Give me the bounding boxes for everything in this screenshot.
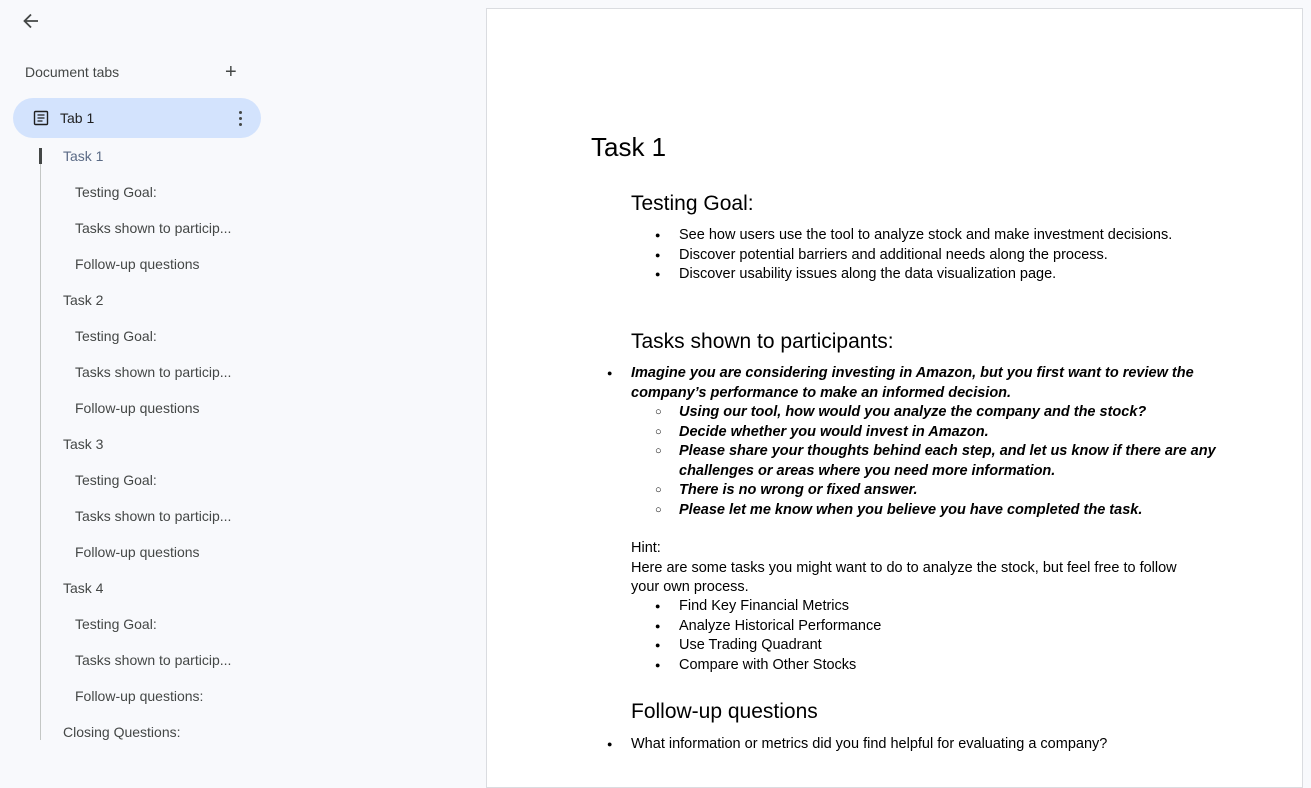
- tasks-sublist: [679, 403, 1219, 520]
- list-item: ● Discover potential barriers and additional needs along the process.: [679, 246, 1172, 266]
- list-item: ● Find Key Financial Metrics: [679, 597, 881, 617]
- plus-icon: +: [225, 61, 237, 83]
- outline-line: [40, 148, 41, 740]
- doc-title: Task 1: [591, 132, 667, 162]
- list-item: ● Discover usability issues along the data visualization page.: [679, 265, 1172, 285]
- tasks-list: [631, 364, 1221, 403]
- back-button[interactable]: [19, 9, 43, 33]
- add-tab-button[interactable]: [225, 62, 237, 82]
- goal-heading: Testing Goal:: [631, 192, 754, 215]
- document-tabs-heading: Document tabs: [25, 64, 120, 80]
- followup-list: [631, 735, 1107, 755]
- tab-1[interactable]: [13, 98, 261, 138]
- outline-item[interactable]: Task 3: [63, 436, 104, 452]
- list-item: ● Analyze Historical Performance: [679, 617, 881, 637]
- list-item: ● Use Trading Quadrant: [679, 636, 881, 656]
- list-item: ● What information or metrics did you find helpful for evaluating a company?: [631, 735, 1107, 755]
- list-item: ● See how users use the tool to analyze stock and make investment decisions.: [679, 226, 1172, 246]
- outline-item[interactable]: Follow-up questions: [75, 400, 200, 416]
- hint-label: Hint:: [631, 540, 661, 556]
- outline-item[interactable]: Task 1: [63, 148, 104, 164]
- document-page: [486, 8, 1303, 788]
- outline-item[interactable]: Testing Goal:: [75, 616, 157, 632]
- list-item: ○ Using our tool, how would you analyze the company and the stock?: [679, 403, 1219, 423]
- list-item: ○ Please share your thoughts behind each step, and let us know if there are any challenges or areas where you need more information.: [679, 442, 1219, 481]
- outline-item[interactable]: Follow-up questions: [75, 256, 200, 272]
- outline-item[interactable]: Testing Goal:: [75, 472, 157, 488]
- document-icon: [33, 110, 49, 126]
- outline-item[interactable]: Tasks shown to particip...: [75, 220, 232, 236]
- arrow-left-icon: [21, 11, 41, 31]
- followup-heading: Follow-up questions: [631, 700, 818, 723]
- outline-item[interactable]: Testing Goal:: [75, 328, 157, 344]
- list-item: ● Imagine you are considering investing in Amazon, but you first want to review the company’s performance to make an informed decision.: [631, 364, 1221, 403]
- tab-label: Tab 1: [60, 110, 95, 126]
- list-item: ○ Please let me know when you believe you have completed the task.: [679, 501, 1219, 521]
- outline-item[interactable]: Tasks shown to particip...: [75, 364, 232, 380]
- outline-item[interactable]: Tasks shown to particip...: [75, 652, 232, 668]
- hint-text: Here are some tasks you might want to do to analyze the stock, but feel free to follow your own process.: [631, 559, 1177, 595]
- outline-active-indicator: [39, 148, 42, 164]
- outline-item[interactable]: Follow-up questions: [75, 544, 200, 560]
- goal-list: [679, 226, 1172, 285]
- list-item: ○ There is no wrong or fixed answer.: [679, 481, 1219, 501]
- outline-item[interactable]: Task 2: [63, 292, 104, 308]
- list-item: ○ Decide whether you would invest in Amazon.: [679, 423, 1219, 443]
- outline-item[interactable]: Closing Questions:: [63, 724, 181, 740]
- outline-item[interactable]: Tasks shown to particip...: [75, 508, 232, 524]
- hint-list: [679, 597, 881, 675]
- list-item: ● Compare with Other Stocks: [679, 656, 881, 676]
- more-options-icon[interactable]: [237, 108, 243, 128]
- outline-item[interactable]: Follow-up questions:: [75, 688, 204, 704]
- outline-item[interactable]: Testing Goal:: [75, 184, 157, 200]
- outline-item[interactable]: Task 4: [63, 580, 104, 596]
- tasks-heading: Tasks shown to participants:: [631, 330, 894, 353]
